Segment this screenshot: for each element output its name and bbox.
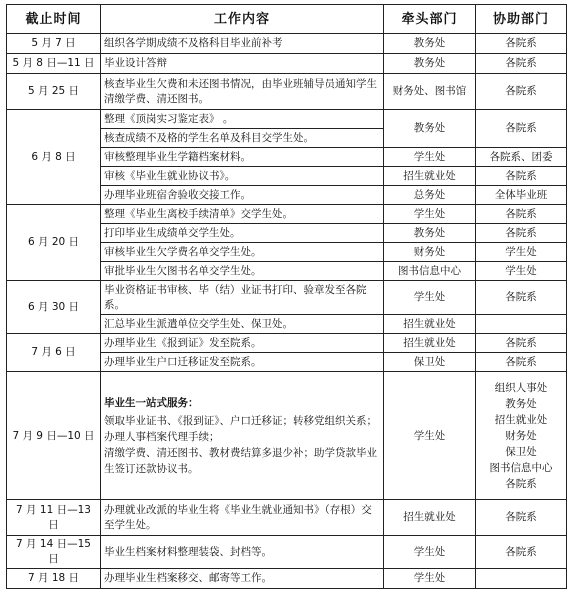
work-cell: 办理毕业班宿舍验收交接工作。 — [101, 186, 384, 205]
assist-cell: 各院系 — [476, 110, 567, 148]
assist-dept: 财务处 — [505, 429, 537, 442]
lead-cell: 教务处 — [384, 224, 476, 243]
assist-cell: 学生处 — [476, 262, 567, 281]
header-lead-department: 牵头部门 — [384, 5, 476, 34]
table-row — [7, 569, 567, 589]
assist-cell — [476, 315, 567, 334]
work-cell: 办理就业改派的毕业生将《毕业生就业通知书》（存根）交至学生处。 — [101, 500, 384, 536]
deadline-cell: 5 月 7 日 — [7, 34, 101, 54]
work-cell: 毕业资格证书审核、毕（结）业证书打印、验章发至各院系。 — [101, 281, 384, 315]
lead-cell: 保卫处 — [384, 353, 476, 372]
assist-cell: 各院系 — [476, 353, 567, 372]
service-line: 清缴学费、清还图书、教材费结算多退少补；助学贷款毕业生签订还款协议书。 — [104, 446, 377, 475]
graduation-schedule-table — [6, 4, 567, 589]
lead-cell: 招生就业处 — [384, 167, 476, 186]
work-cell: 审核毕业生欠学费名单交学生处。 — [101, 243, 384, 262]
table-header-row — [7, 5, 567, 34]
lead-cell: 教务处 — [384, 54, 476, 74]
work-cell: 毕业设计答辩 — [101, 54, 384, 74]
header-work-content: 工作内容 — [101, 5, 384, 34]
assist-cell: 学生处 — [476, 243, 567, 262]
deadline-cell: 7 月 9 日—10 日 — [7, 372, 101, 500]
assist-dept: 保卫处 — [505, 445, 537, 458]
table-row — [7, 34, 567, 54]
table-row — [7, 281, 567, 315]
assist-cell: 各院系 — [476, 167, 567, 186]
assist-dept: 图书信息中心 — [489, 461, 553, 474]
work-cell: 打印毕业生成绩单交学生处。 — [101, 224, 384, 243]
assist-cell: 各院系 — [476, 224, 567, 243]
work-cell — [101, 110, 384, 129]
table-row — [7, 205, 567, 224]
assist-cell: 各院系 — [476, 74, 567, 110]
deadline-cell: 6 月 20 日 — [7, 205, 101, 281]
deadline-cell: 5 月 25 日 — [7, 74, 101, 110]
lead-cell: 财务处、图书馆 — [384, 74, 476, 110]
assist-cell: 全体毕业班 — [476, 186, 567, 205]
lead-cell: 学生处 — [384, 536, 476, 569]
assist-cell: 各院系 — [476, 334, 567, 353]
lead-cell: 学生处 — [384, 372, 476, 500]
work-text: 整理《顶岗实习鉴定表》 。 — [104, 112, 234, 125]
lead-cell: 学生处 — [384, 148, 476, 167]
assist-cell: 各院系 — [476, 34, 567, 54]
deadline-cell: 7 月 6 日 — [7, 334, 101, 372]
work-cell: 审批毕业生欠图书名单交学生处。 — [101, 262, 384, 281]
work-cell: 办理毕业生《报到证》发至院系。 — [101, 334, 384, 353]
deadline-cell: 6 月 8 日 — [7, 110, 101, 205]
lead-cell: 招生就业处 — [384, 334, 476, 353]
deadline-cell: 5 月 8 日—11 日 — [7, 54, 101, 74]
work-cell: 核查毕业生欠费和未还图书情况，由毕业班辅导员通知学生清缴学费、清还图书。 — [101, 74, 384, 110]
work-cell: 组织各学期成绩不及格科目毕业前补考 — [101, 34, 384, 54]
service-title: 毕业生一站式服务： — [104, 396, 199, 409]
deadline-cell: 6 月 30 日 — [7, 281, 101, 334]
work-cell: 审核整理毕业生学籍档案材料。 — [101, 148, 384, 167]
table-row — [7, 110, 567, 129]
table-row — [7, 74, 567, 110]
lead-cell: 财务处 — [384, 243, 476, 262]
header-assist-department: 协助部门 — [476, 5, 567, 34]
lead-cell: 招生就业处 — [384, 500, 476, 536]
assist-cell — [476, 569, 567, 589]
table-row — [7, 500, 567, 536]
lead-cell: 总务处 — [384, 186, 476, 205]
assist-cell: 各院系 — [476, 536, 567, 569]
lead-cell: 教务处 — [384, 110, 476, 148]
lead-cell: 教务处 — [384, 34, 476, 54]
table-row — [7, 54, 567, 74]
assist-cell — [476, 372, 567, 500]
table-row — [7, 536, 567, 569]
lead-cell: 学生处 — [384, 569, 476, 589]
assist-dept: 教务处 — [505, 397, 537, 410]
assist-cell: 各院系 — [476, 281, 567, 315]
work-cell: 办理毕业生档案移交、邮寄等工作。 — [101, 569, 384, 589]
work-cell: 核查成绩不及格的学生名单及科目交学生处。 — [101, 129, 384, 148]
assist-dept: 各院系 — [505, 477, 537, 490]
assist-cell: 各院系 — [476, 54, 567, 74]
header-deadline: 截止时间 — [7, 5, 101, 34]
lead-cell: 招生就业处 — [384, 315, 476, 334]
deadline-cell: 7 月 11 日—13 日 — [7, 500, 101, 536]
work-cell: 毕业生档案材料整理装袋、封档等。 — [101, 536, 384, 569]
deadline-cell: 7 月 14 日—15 日 — [7, 536, 101, 569]
deadline-cell: 7 月 18 日 — [7, 569, 101, 589]
assist-cell: 各院系、团委 — [476, 148, 567, 167]
assist-dept: 招生就业处 — [494, 413, 548, 426]
work-cell: 审核《毕业生就业协议书》。 — [101, 167, 384, 186]
table-row — [7, 372, 567, 500]
assist-cell: 各院系 — [476, 500, 567, 536]
table-row — [7, 334, 567, 353]
work-cell: 汇总毕业生派遣单位交学生处、保卫处。 — [101, 315, 384, 334]
assist-dept: 组织人事处 — [494, 381, 548, 394]
lead-cell: 图书信息中心 — [384, 262, 476, 281]
work-cell — [101, 372, 384, 500]
lead-cell: 学生处 — [384, 281, 476, 315]
work-cell: 整理《毕业生离校手续清单》交学生处。 — [101, 205, 384, 224]
service-line: 领取毕业证书、《报到证》、户口迁移证；转移党组织关系；办理人事档案代理手续； — [104, 414, 377, 443]
lead-cell: 学生处 — [384, 205, 476, 224]
assist-cell: 各院系 — [476, 205, 567, 224]
work-cell: 办理毕业生户口迁移证发至院系。 — [101, 353, 384, 372]
